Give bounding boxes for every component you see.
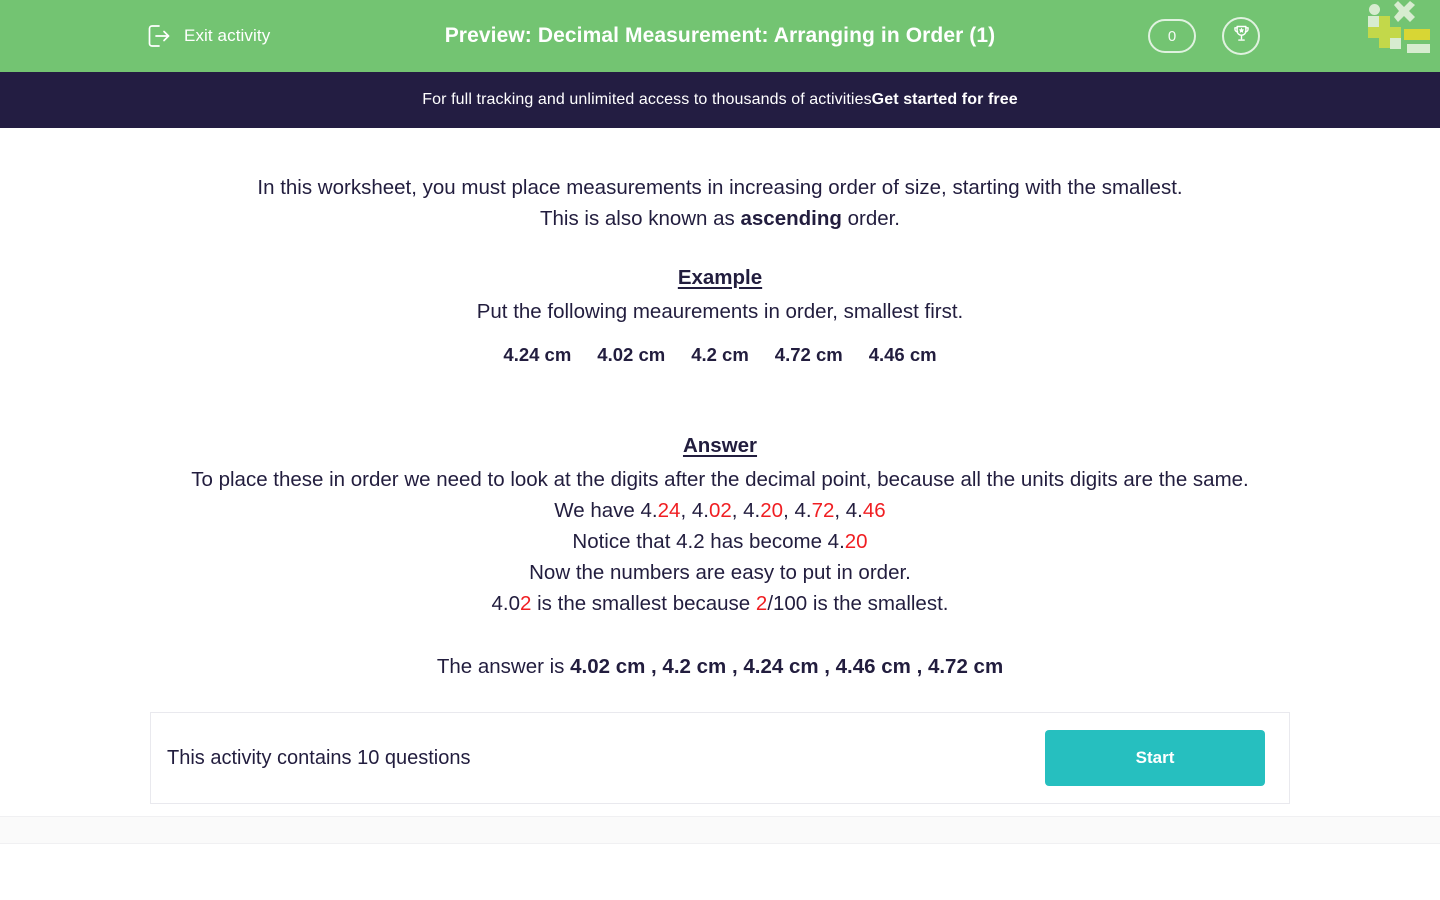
answer-line-1: To place these in order we need to look at the digits after the decimal point, because all the units digits are the same. [191, 468, 1249, 491]
answer-line-5-part-3: /100 is the smallest. [767, 592, 949, 615]
intro-line-1: In this worksheet, you must place measurements in increasing order of size, starting with the smallest. [257, 176, 1183, 199]
trophy-button[interactable] [1222, 17, 1260, 55]
example-prompt: Put the following meaurements in order, smallest first. [476, 300, 964, 323]
answer-line-2-highlight-1: 24 [657, 499, 681, 522]
example-measurement: 4.46 cm [868, 344, 937, 365]
brand-circle-shape [1369, 4, 1380, 15]
answer-line-2-highlight-2: 02 [708, 499, 732, 522]
footer-band [0, 816, 1440, 844]
answer-line-3-highlight: 20 [844, 530, 868, 553]
example-measurement: 4.24 cm [503, 344, 572, 365]
answer-line-5-part-2: is the smallest because [531, 592, 756, 615]
example-heading: Example [677, 266, 763, 289]
answer-line-3-prefix: Notice that 4.2 has become 4. [572, 530, 845, 553]
answer-line-2-highlight-3: 20 [760, 499, 784, 522]
header-actions [1148, 0, 1260, 72]
example-measurement: 4.02 cm [597, 344, 666, 365]
example-measurement: 4.2 cm [691, 344, 749, 365]
final-answer-value: 4.02 cm , 4.2 cm , 4.24 cm , 4.46 cm , 4.72 cm [570, 655, 1004, 678]
intro-line-2-prefix: This is also known as [539, 207, 741, 230]
app-header [0, 0, 1440, 72]
start-button[interactable]: Start [1045, 730, 1265, 786]
exit-activity-label: Exit activity [184, 26, 271, 45]
trophy-icon [1231, 23, 1252, 49]
page-title: Preview: Decimal Measurement: Arranging in Order (1) [444, 24, 996, 47]
question-count-label: This activity contains 10 questions [167, 746, 471, 769]
example-measurement-list [0, 344, 1440, 366]
final-answer [0, 655, 1440, 679]
answer-line-2-sep-2: , 4. [731, 499, 761, 522]
intro-ascending-emphasis: ascending [740, 207, 842, 230]
answer-line-2 [155, 495, 1285, 526]
answer-line-5-part-1: 4.0 [491, 592, 521, 615]
answer-line-2-prefix: We have 4. [554, 499, 658, 522]
worksheet-intro [155, 172, 1285, 234]
example-measurement: 4.72 cm [774, 344, 843, 365]
answer-line-5 [155, 588, 1285, 619]
answer-line-4: Now the numbers are easy to put in order. [529, 561, 911, 584]
score-badge[interactable]: 0 [1148, 19, 1196, 53]
answer-line-2-sep-1: , 4. [680, 499, 709, 522]
worksheet-content [0, 128, 1440, 844]
intro-line-2-suffix: order. [841, 207, 901, 230]
answer-explanation [155, 464, 1285, 619]
answer-line-3 [155, 526, 1285, 557]
answer-heading: Answer [682, 434, 758, 457]
answer-line-2-highlight-5: 46 [862, 499, 886, 522]
answer-line-2-sep-4: , 4. [834, 499, 863, 522]
answer-line-2-sep-3: , 4. [783, 499, 812, 522]
get-started-link[interactable]: Get started for free [871, 91, 1018, 108]
answer-line-5-highlight-1: 2 [520, 592, 532, 615]
start-activity-card [150, 712, 1290, 804]
final-answer-prefix: The answer is [436, 655, 571, 678]
answer-line-5-highlight-2: 2 [755, 592, 768, 615]
promo-banner [0, 72, 1440, 128]
answer-line-2-highlight-4: 72 [811, 499, 835, 522]
brand-x-shape [1394, 0, 1424, 24]
promo-text: For full tracking and unlimited access to thousands of activities [422, 91, 872, 108]
